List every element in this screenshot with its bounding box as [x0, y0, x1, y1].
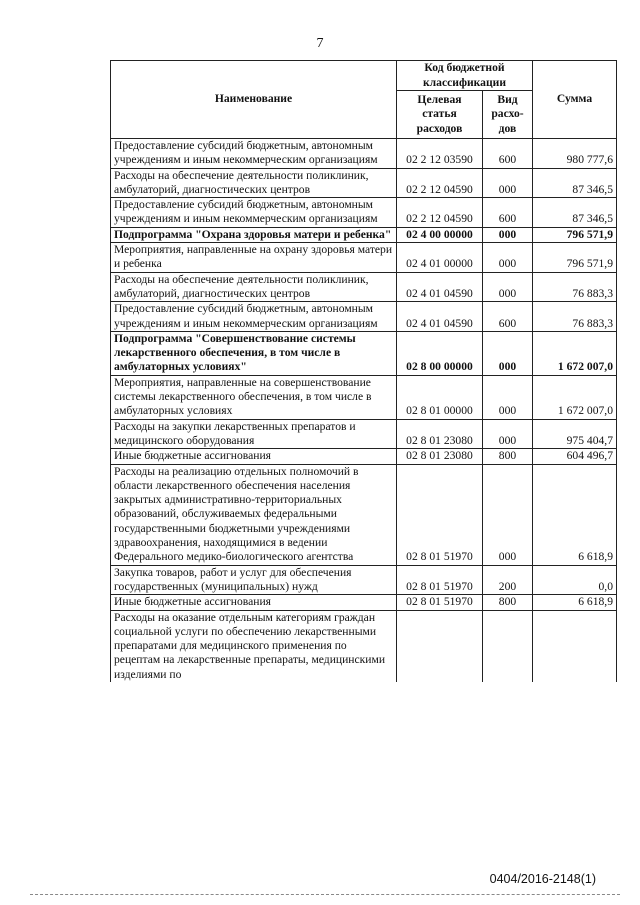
row-expense-type: 000: [483, 243, 533, 273]
row-target-article: 02 8 00 00000: [397, 331, 483, 375]
row-name: Расходы на реализацию отдельных полномочий в области лекарственного обеспечения населения закрытых административно-территориальных образований, обслуживаемых федеральными государственными бюджетными учреждениями здравоохранения, находящимися в ведении Федерального медико-биологического агентства: [111, 464, 397, 565]
row-sum: 6 618,9: [533, 595, 617, 610]
row-target-article: 02 8 01 23080: [397, 449, 483, 464]
row-sum: 76 883,3: [533, 272, 617, 302]
row-sum: 87 346,5: [533, 198, 617, 228]
row-target-article: 02 2 12 04590: [397, 198, 483, 228]
row-expense-type: 000: [483, 168, 533, 198]
row-expense-type: [483, 610, 533, 682]
row-name: Расходы на закупки лекарственных препаратов и медицинского оборудования: [111, 419, 397, 449]
row-sum: 76 883,3: [533, 302, 617, 332]
row-target-article: 02 2 12 03590: [397, 139, 483, 169]
table-row: [111, 168, 617, 198]
row-sum: [533, 610, 617, 682]
table-row: [111, 227, 617, 242]
row-sum: 796 571,9: [533, 227, 617, 242]
row-name: Расходы на обеспечение деятельности поликлиник, амбулаторий, диагностических центров: [111, 168, 397, 198]
page-bottom-rule: [30, 894, 620, 895]
row-name: Расходы на оказание отдельным категориям граждан социальной услуги по обеспечению лекарственными препаратами для медицинского применения по рецептам на лекарственные препараты, медицинскими изделиями по: [111, 610, 397, 682]
row-name: Подпрограмма "Охрана здоровья матери и ребенка": [111, 227, 397, 242]
row-sum: 1 672 007,0: [533, 331, 617, 375]
row-expense-type: 000: [483, 375, 533, 419]
table-row: [111, 419, 617, 449]
table-row: [111, 139, 617, 169]
table-body: [111, 139, 617, 682]
row-name: Предоставление субсидий бюджетным, автономным учреждениям и иным некоммерческим организациям: [111, 302, 397, 332]
header-code-group: Код бюджетной классификации: [397, 61, 533, 91]
row-target-article: 02 4 01 00000: [397, 243, 483, 273]
row-expense-type: 000: [483, 464, 533, 565]
table-row: [111, 449, 617, 464]
header-expense-type: Вид расхо-дов: [483, 91, 533, 139]
row-name: Предоставление субсидий бюджетным, автономным учреждениям и иным некоммерческим организациям: [111, 139, 397, 169]
row-expense-type: 200: [483, 565, 533, 595]
row-sum: 604 496,7: [533, 449, 617, 464]
row-name: Предоставление субсидий бюджетным, автономным учреждениям и иным некоммерческим организациям: [111, 198, 397, 228]
table-row: [111, 331, 617, 375]
row-expense-type: 800: [483, 449, 533, 464]
row-target-article: [397, 610, 483, 682]
row-sum: 87 346,5: [533, 168, 617, 198]
table-row: [111, 198, 617, 228]
row-expense-type: 000: [483, 331, 533, 375]
row-target-article: 02 8 01 23080: [397, 419, 483, 449]
row-sum: 980 777,6: [533, 139, 617, 169]
row-expense-type: 000: [483, 419, 533, 449]
row-sum: 6 618,9: [533, 464, 617, 565]
table-row: [111, 610, 617, 682]
row-name: Закупка товаров, работ и услуг для обеспечения государственных (муниципальных) нужд: [111, 565, 397, 595]
row-expense-type: 000: [483, 227, 533, 242]
header-sum: Сумма: [533, 61, 617, 139]
document-code: 0404/2016-2148(1): [489, 872, 596, 886]
table-row: [111, 565, 617, 595]
row-target-article: 02 8 01 00000: [397, 375, 483, 419]
row-target-article: 02 8 01 51970: [397, 595, 483, 610]
row-target-article: 02 4 01 04590: [397, 272, 483, 302]
table-row: [111, 243, 617, 273]
row-expense-type: 800: [483, 595, 533, 610]
table-row: [111, 464, 617, 565]
row-name: Мероприятия, направленные на совершенствование системы лекарственного обеспечения, в том числе в амбулаторных условиях: [111, 375, 397, 419]
row-target-article: 02 4 00 00000: [397, 227, 483, 242]
table-row: [111, 375, 617, 419]
row-sum: 975 404,7: [533, 419, 617, 449]
budget-table: [110, 60, 617, 682]
row-expense-type: 600: [483, 302, 533, 332]
header-target-article: Целевая статья расходов: [397, 91, 483, 139]
table-row: [111, 272, 617, 302]
row-target-article: 02 8 01 51970: [397, 565, 483, 595]
table-row: [111, 302, 617, 332]
row-expense-type: 600: [483, 139, 533, 169]
row-target-article: 02 2 12 04590: [397, 168, 483, 198]
row-sum: 1 672 007,0: [533, 375, 617, 419]
row-expense-type: 000: [483, 272, 533, 302]
header-name: Наименование: [111, 61, 397, 139]
row-expense-type: 600: [483, 198, 533, 228]
row-sum: 0,0: [533, 565, 617, 595]
table-row: [111, 595, 617, 610]
page-number: 7: [316, 36, 324, 51]
row-sum: 796 571,9: [533, 243, 617, 273]
row-name: Иные бюджетные ассигнования: [111, 449, 397, 464]
row-target-article: 02 4 01 04590: [397, 302, 483, 332]
row-name: Расходы на обеспечение деятельности поликлиник, амбулаторий, диагностических центров: [111, 272, 397, 302]
row-name: Иные бюджетные ассигнования: [111, 595, 397, 610]
row-name: Мероприятия, направленные на охрану здоровья матери и ребенка: [111, 243, 397, 273]
row-name: Подпрограмма "Совершенствование системы лекарственного обеспечения, в том числе в амбулаторных условиях": [111, 331, 397, 375]
row-target-article: 02 8 01 51970: [397, 464, 483, 565]
